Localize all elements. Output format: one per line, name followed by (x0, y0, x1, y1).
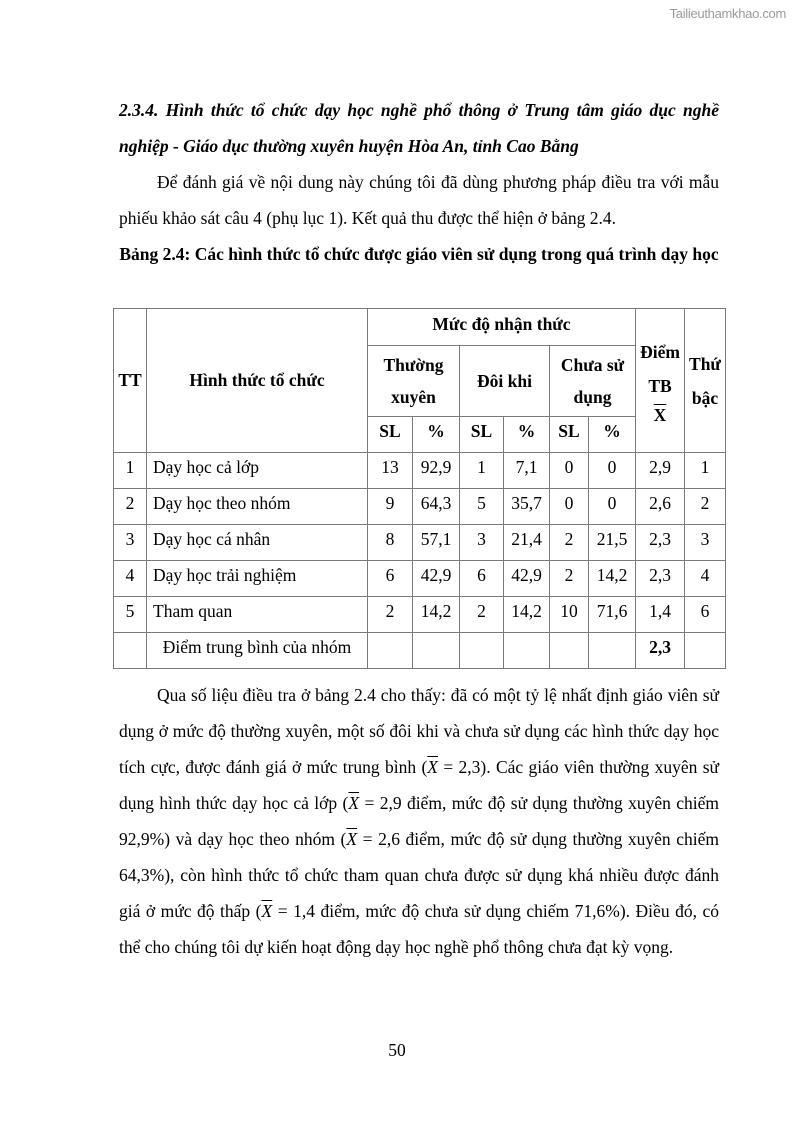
analysis-section (119, 677, 719, 965)
cell-score: 2,9 (636, 453, 685, 489)
header-score (636, 309, 685, 453)
analysis-text: = 2,6 điểm, mức độ sử dụng thường xuyên chiếm 64,3%), còn hình thức tổ chức tham quan chưa được sử dụng khá nhiều được đánh giá ở mức độ thấp ( (119, 829, 719, 921)
cell-name: Dạy học cả lớp (147, 453, 368, 489)
x-bar-symbol: $\overline{X}$ (348, 793, 360, 813)
intro-paragraph: Để đánh giá về nội dung này chúng tôi đã dùng phương pháp điều tra với mẫu phiếu khảo sát câu 4 (phụ lục 1). Kết quả thu được thể hiện ở bảng 2.4. (119, 172, 719, 228)
analysis-paragraph (119, 677, 719, 965)
table-row (114, 561, 726, 597)
cell-fq-pct: 64,3 (413, 489, 460, 525)
cell-nv-sl: 10 (550, 597, 589, 633)
table-caption: Bảng 2.4: Các hình thức tổ chức được giáo viên sử dụng trong quá trình dạy học (119, 244, 719, 264)
cell-st-sl: 6 (460, 561, 504, 597)
cell-score: 2,3 (636, 561, 685, 597)
analysis-text: = 2,9 điểm, mức độ sử dụng thường xuyên chiếm 92,9%) và dạy học theo nhóm ( (119, 793, 719, 849)
cell-st-sl: 1 (460, 453, 504, 489)
cell-fq-sl: 8 (368, 525, 413, 561)
cell-fq-pct: 42,9 (413, 561, 460, 597)
cell-fq-pct: 57,1 (413, 525, 460, 561)
cell-nv-pct: 0 (589, 489, 636, 525)
cell-empty (504, 633, 550, 669)
header-sl: SL (460, 417, 504, 453)
cell-name: Dạy học cá nhân (147, 525, 368, 561)
x-bar-symbol: $\overline{X}$ (653, 404, 667, 425)
header-sl: SL (550, 417, 589, 453)
analysis-text: = 2,3). Các giáo viên thường xuyên sử dụng hình thức dạy học cả lớp ( (119, 757, 719, 813)
x-bar-symbol: $\overline{X}$ (346, 829, 358, 849)
survey-table (113, 308, 726, 669)
cell-tt: 4 (114, 561, 147, 597)
cell-tt: 1 (114, 453, 147, 489)
cell-rank: 3 (685, 525, 726, 561)
cell-score: 1,4 (636, 597, 685, 633)
cell-st-pct: 7,1 (504, 453, 550, 489)
header-form: Hình thức tổ chức (147, 309, 368, 453)
section-intro (119, 92, 719, 272)
table-row (114, 489, 726, 525)
header-rank: Thứ bậc (685, 309, 726, 453)
group-average-score: 2,3 (636, 633, 685, 669)
cell-name: Dạy học theo nhóm (147, 489, 368, 525)
cell-empty (550, 633, 589, 669)
cell-nv-pct: 71,6 (589, 597, 636, 633)
cell-empty (589, 633, 636, 669)
header-pct: % (504, 417, 550, 453)
cell-st-pct: 14,2 (504, 597, 550, 633)
cell-empty (413, 633, 460, 669)
cell-empty (460, 633, 504, 669)
analysis-text: = 1,4 điểm, mức độ chưa sử dụng chiếm 71,6%). Điều đó, có thể cho chúng tôi dự kiến hoạt động dạy học nghề phổ thông chưa đạt kỳ vọng. (119, 901, 719, 957)
cell-fq-pct: 14,2 (413, 597, 460, 633)
cell-st-sl: 3 (460, 525, 504, 561)
cell-fq-sl: 2 (368, 597, 413, 633)
header-sometimes: Đôi khi (460, 346, 550, 417)
x-bar-symbol: $\overline{X}$ (427, 757, 438, 777)
cell-fq-sl: 6 (368, 561, 413, 597)
cell-empty (368, 633, 413, 669)
page-number: 50 (388, 1040, 406, 1060)
cell-st-sl: 5 (460, 489, 504, 525)
summary-row (114, 633, 726, 669)
cell-st-pct: 35,7 (504, 489, 550, 525)
cell-fq-pct: 92,9 (413, 453, 460, 489)
cell-score: 2,6 (636, 489, 685, 525)
cell-tt-empty (114, 633, 147, 669)
header-level-group: Mức độ nhận thức (368, 309, 636, 346)
cell-st-pct: 42,9 (504, 561, 550, 597)
cell-name: Dạy học trải nghiệm (147, 561, 368, 597)
header-score-label: Điểm TB (640, 341, 680, 396)
cell-empty (685, 633, 726, 669)
header-never: Chưa sử dụng (550, 346, 636, 417)
analysis-text: Qua số liệu điều tra ở bảng 2.4 cho thấy: đã có một tỷ lệ nhất định giáo viên sử dụng ở mức độ thường xuyên, một số đôi khi và chưa sử dụng các hình thức dạy học tích cực, được đánh giá ở mức trung bình ( (119, 685, 719, 777)
table-row (114, 453, 726, 489)
table-row (114, 525, 726, 561)
header-frequent: Thường xuyên (368, 346, 460, 417)
cell-rank: 1 (685, 453, 726, 489)
cell-fq-sl: 13 (368, 453, 413, 489)
cell-rank: 6 (685, 597, 726, 633)
table-row (114, 597, 726, 633)
cell-nv-sl: 2 (550, 525, 589, 561)
x-bar-symbol: $\overline{X}$ (261, 901, 273, 921)
cell-score: 2,3 (636, 525, 685, 561)
cell-st-sl: 2 (460, 597, 504, 633)
cell-nv-pct: 14,2 (589, 561, 636, 597)
cell-nv-sl: 0 (550, 453, 589, 489)
cell-nv-sl: 2 (550, 561, 589, 597)
section-heading: 2.3.4. Hình thức tổ chức dạy học nghề phổ thông ở Trung tâm giáo dục nghề nghiệp - Giáo dục thường xuyên huyện Hòa An, tỉnh Cao Bằng (119, 100, 719, 156)
cell-nv-sl: 0 (550, 489, 589, 525)
cell-fq-sl: 9 (368, 489, 413, 525)
cell-name: Tham quan (147, 597, 368, 633)
cell-tt: 5 (114, 597, 147, 633)
header-sl: SL (368, 417, 413, 453)
cell-nv-pct: 0 (589, 453, 636, 489)
header-tt: TT (114, 309, 147, 453)
cell-st-pct: 21,4 (504, 525, 550, 561)
cell-rank: 4 (685, 561, 726, 597)
watermark: Tailieuthamkhao.com (669, 6, 786, 21)
cell-tt: 2 (114, 489, 147, 525)
header-pct: % (589, 417, 636, 453)
cell-nv-pct: 21,5 (589, 525, 636, 561)
cell-rank: 2 (685, 489, 726, 525)
cell-tt: 3 (114, 525, 147, 561)
header-pct: % (413, 417, 460, 453)
group-average-label: Điểm trung bình của nhóm (147, 633, 368, 669)
